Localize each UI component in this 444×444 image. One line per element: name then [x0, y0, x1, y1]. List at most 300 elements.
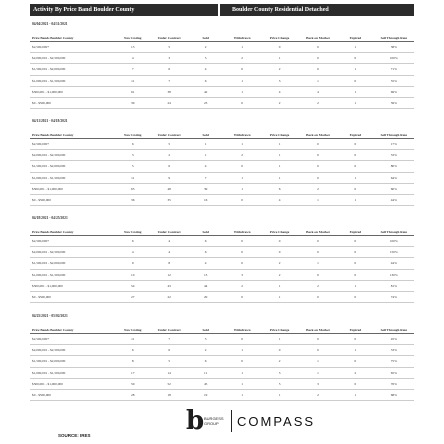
activity-table: [30, 125, 414, 206]
stat-cell: 6: [114, 236, 150, 247]
stat-cell: 1: [224, 139, 260, 150]
stat-cell: 27: [114, 291, 150, 302]
stat-cell: 2: [260, 258, 298, 269]
stat-cell: 54: [114, 280, 150, 291]
stat-cell: 1: [337, 194, 373, 205]
stat-cell: 2: [260, 97, 298, 108]
stat-cell: 0: [299, 236, 337, 247]
stat-cell: 0: [299, 42, 337, 53]
stat-cell: 2: [224, 150, 260, 161]
stat-cell: 0: [299, 345, 337, 356]
table-header-row: [30, 125, 414, 139]
column-header: New Listing: [114, 28, 150, 42]
stat-cell: 6: [260, 183, 298, 194]
stat-cell: 1: [224, 183, 260, 194]
stat-cell: 2: [260, 269, 298, 280]
stat-cell: 2: [260, 64, 298, 75]
table-row: [30, 247, 414, 258]
stat-cell: 2: [187, 42, 223, 53]
price-band-cell: $0 - $500,000: [30, 291, 114, 302]
column-header: Back on Market: [299, 222, 337, 236]
stat-cell: 0: [224, 161, 260, 172]
stat-cell: 74%: [374, 291, 414, 302]
stat-cell: 3: [224, 269, 260, 280]
column-header: Expired: [337, 320, 373, 334]
price-band-cell: $500,001 - $1,000,000: [30, 378, 114, 389]
stat-cell: 19: [187, 389, 223, 400]
date-range-label: 04/11/2021 - 04/18/2021: [32, 119, 68, 123]
stat-cell: 6: [187, 247, 223, 258]
table-row: [30, 345, 414, 356]
stat-cell: 4: [151, 247, 187, 258]
price-band-cell: $2,000,001 - $2,500,000: [30, 345, 114, 356]
column-header: Sold: [187, 28, 223, 42]
table-row: [30, 150, 414, 161]
stat-cell: 1: [299, 194, 337, 205]
column-header: Sold: [187, 320, 223, 334]
stat-cell: 9: [114, 258, 150, 269]
price-band-cell: $1,500,001 - $2,000,000: [30, 161, 114, 172]
price-band-cell: $1,000,001 - $1,500,000: [30, 75, 114, 86]
table-row: [30, 378, 414, 389]
stat-cell: 0: [299, 291, 337, 302]
stat-cell: 17%: [374, 139, 414, 150]
price-band-cell: $0 - $500,000: [30, 389, 114, 400]
stat-cell: 28: [114, 389, 150, 400]
table-row: [30, 53, 414, 64]
stat-cell: 1: [260, 53, 298, 64]
stat-cell: 0: [224, 291, 260, 302]
stat-cell: 59%: [374, 97, 414, 108]
column-header: Sell Through Rate: [374, 320, 414, 334]
column-header: Under Contract: [151, 320, 187, 334]
stat-cell: 22: [151, 291, 187, 302]
stat-cell: 0: [337, 161, 373, 172]
column-header: Withdrawn: [224, 320, 260, 334]
stat-cell: 0: [299, 172, 337, 183]
stat-cell: 2: [260, 356, 298, 367]
column-header: Sell Through Rate: [374, 28, 414, 42]
activity-table: [30, 28, 414, 109]
table-row: [30, 97, 414, 108]
price-band-cell: $0 - $500,000: [30, 194, 114, 205]
stat-cell: 2: [224, 53, 260, 64]
column-header: Back on Market: [299, 28, 337, 42]
stat-cell: 2: [151, 150, 187, 161]
date-range-label: 04/25/2021 - 05/02/2021: [32, 314, 68, 318]
stat-cell: 0: [337, 269, 373, 280]
price-band-cell: $2,500,000+: [30, 236, 114, 247]
stat-cell: 45%: [374, 334, 414, 345]
column-header: Under Contract: [151, 125, 187, 139]
stat-cell: 45: [187, 378, 223, 389]
price-band-cell: $500,001 - $1,000,000: [30, 183, 114, 194]
stat-cell: 7: [151, 75, 187, 86]
stat-cell: 0: [260, 236, 298, 247]
stat-cell: 35: [151, 194, 187, 205]
stat-cell: 4: [187, 161, 223, 172]
stat-cell: 64%: [374, 172, 414, 183]
column-header: Under Contract: [151, 28, 187, 42]
stat-cell: 1: [187, 150, 223, 161]
stat-cell: 0: [299, 247, 337, 258]
stat-cell: 7: [151, 334, 187, 345]
stat-cell: 11: [187, 367, 223, 378]
column-header: Back on Market: [299, 320, 337, 334]
stat-cell: 24: [151, 97, 187, 108]
stat-cell: 5: [260, 378, 298, 389]
column-header: Sell Through Rate: [374, 125, 414, 139]
stat-cell: 39: [187, 183, 223, 194]
price-band-cell: $1,000,001 - $1,500,000: [30, 172, 114, 183]
stat-cell: 1: [224, 345, 260, 356]
burgess-b-mark: b: [186, 406, 205, 436]
stat-cell: 8: [151, 258, 187, 269]
column-header: Price Bands Boulder County: [30, 28, 114, 42]
stat-cell: 38%: [374, 42, 414, 53]
stat-cell: 0: [299, 269, 337, 280]
stat-cell: 33%: [374, 345, 414, 356]
stat-cell: 0: [224, 356, 260, 367]
stat-cell: 0: [224, 236, 260, 247]
stat-cell: 3: [260, 75, 298, 86]
stat-cell: 6: [151, 161, 187, 172]
column-header: Back on Market: [299, 125, 337, 139]
stat-cell: 0: [299, 334, 337, 345]
stat-cell: 0: [337, 356, 373, 367]
stat-cell: 33%: [374, 150, 414, 161]
stat-cell: 1: [260, 280, 298, 291]
stat-cell: 1: [299, 75, 337, 86]
price-band-cell: $500,001 - $1,000,000: [30, 86, 114, 97]
table-row: [30, 269, 414, 280]
stat-cell: 5: [187, 334, 223, 345]
stat-cell: 0: [299, 150, 337, 161]
header-right-title: Boulder County Residential Detached: [232, 7, 329, 13]
stat-cell: 44%: [374, 258, 414, 269]
stat-cell: 1: [337, 97, 373, 108]
stat-cell: 69%: [374, 86, 414, 97]
brand-logo: [186, 406, 316, 436]
table-row: [30, 291, 414, 302]
stat-cell: 18: [151, 389, 187, 400]
price-band-cell: $2,000,001 - $2,500,000: [30, 53, 114, 64]
stat-cell: 7: [187, 172, 223, 183]
stat-cell: 0: [224, 194, 260, 205]
stat-cell: 76%: [374, 378, 414, 389]
stat-cell: 6: [151, 345, 187, 356]
column-header: Withdrawn: [224, 28, 260, 42]
stat-cell: 4: [299, 86, 337, 97]
stat-cell: 0: [224, 97, 260, 108]
stat-cell: 2: [187, 345, 223, 356]
column-header: Price Bands Boulder County: [30, 320, 114, 334]
stat-cell: 1: [337, 86, 373, 97]
stat-cell: 1: [299, 356, 337, 367]
price-band-cell: $500,001 - $1,000,000: [30, 280, 114, 291]
column-header: Withdrawn: [224, 222, 260, 236]
stat-cell: 100%: [374, 53, 414, 64]
stat-cell: 0: [260, 42, 298, 53]
table-row: [30, 161, 414, 172]
stat-cell: 4: [187, 64, 223, 75]
price-band-cell: $1,500,001 - $2,000,000: [30, 356, 114, 367]
stat-cell: 10: [114, 269, 150, 280]
stat-cell: 1: [224, 75, 260, 86]
stat-cell: 1: [224, 389, 260, 400]
price-band-cell: $2,500,000+: [30, 42, 114, 53]
stat-cell: 75%: [374, 356, 414, 367]
price-band-cell: $1,500,001 - $2,000,000: [30, 258, 114, 269]
price-band-cell: $1,000,001 - $1,500,000: [30, 367, 114, 378]
stat-cell: 38: [151, 86, 187, 97]
stat-cell: 71%: [374, 64, 414, 75]
table-row: [30, 183, 414, 194]
stat-cell: 13: [114, 42, 150, 53]
activity-table: [30, 222, 414, 303]
source-note: SOURCE: IRES: [58, 433, 91, 438]
table-row: [30, 42, 414, 53]
column-header: Expired: [337, 28, 373, 42]
column-header: Expired: [337, 125, 373, 139]
stat-cell: 6: [187, 356, 223, 367]
stat-cell: 1: [299, 258, 337, 269]
stat-cell: 0: [337, 291, 373, 302]
price-band-cell: $2,000,001 - $2,500,000: [30, 247, 114, 258]
stat-cell: 1: [260, 334, 298, 345]
stat-cell: 0: [337, 378, 373, 389]
stat-cell: 59: [114, 378, 150, 389]
stat-cell: 55%: [374, 75, 414, 86]
price-band-cell: $2,000,001 - $2,500,000: [30, 150, 114, 161]
stat-cell: 0: [337, 150, 373, 161]
stat-cell: 0: [299, 53, 337, 64]
stat-cell: 6: [187, 75, 223, 86]
stat-cell: 5: [151, 42, 187, 53]
price-band-cell: $2,500,000+: [30, 139, 114, 150]
compass-wordmark: COMPASS: [237, 413, 316, 429]
stat-cell: 42: [187, 86, 223, 97]
price-band-block: [30, 214, 414, 303]
table-row: [30, 194, 414, 205]
column-header: New Listing: [114, 320, 150, 334]
column-header: Withdrawn: [224, 125, 260, 139]
table-row: [30, 280, 414, 291]
stat-cell: 48: [151, 183, 187, 194]
stat-cell: 5: [151, 139, 187, 150]
stat-cell: 11: [114, 334, 150, 345]
table-row: [30, 367, 414, 378]
stat-cell: 0: [337, 236, 373, 247]
stat-cell: 61: [114, 86, 150, 97]
stat-cell: 14: [151, 367, 187, 378]
stat-cell: 65: [114, 183, 150, 194]
stat-cell: 0: [337, 258, 373, 269]
stat-cell: 0: [299, 64, 337, 75]
stat-cell: 9: [151, 172, 187, 183]
table-header-row: [30, 320, 414, 334]
table-row: [30, 356, 414, 367]
column-header: Price Change: [260, 125, 298, 139]
column-header: Sold: [187, 222, 223, 236]
stat-cell: 0: [337, 247, 373, 258]
stat-cell: 1: [187, 139, 223, 150]
stat-cell: 3: [260, 367, 298, 378]
stat-cell: 0: [337, 53, 373, 64]
table-header-row: [30, 28, 414, 42]
stat-cell: 1: [224, 367, 260, 378]
stat-cell: 0: [299, 161, 337, 172]
stat-cell: 36: [114, 194, 150, 205]
stat-cell: 7: [114, 64, 150, 75]
price-band-block: [30, 312, 414, 401]
stat-cell: 4: [260, 194, 298, 205]
stat-cell: 0: [337, 75, 373, 86]
table-row: [30, 389, 414, 400]
column-header: Expired: [337, 222, 373, 236]
stat-cell: 5: [187, 53, 223, 64]
stat-cell: 60%: [374, 183, 414, 194]
stat-cell: 23: [187, 97, 223, 108]
stat-cell: 5: [114, 161, 150, 172]
report-header: [30, 4, 414, 16]
stat-cell: 3: [299, 378, 337, 389]
stat-cell: 150%: [374, 247, 414, 258]
table-row: [30, 236, 414, 247]
stat-cell: 0: [224, 64, 260, 75]
stat-cell: 0: [337, 183, 373, 194]
stat-cell: 17: [114, 367, 150, 378]
stat-cell: 13: [187, 269, 223, 280]
stat-cell: 0: [260, 345, 298, 356]
stat-cell: 1: [337, 172, 373, 183]
table-row: [30, 86, 414, 97]
stat-cell: 81%: [374, 280, 414, 291]
stat-cell: 1: [337, 64, 373, 75]
stat-cell: 2: [337, 367, 373, 378]
stat-cell: 1: [299, 367, 337, 378]
column-header: New Listing: [114, 125, 150, 139]
stat-cell: 0: [224, 334, 260, 345]
stat-cell: 43: [151, 280, 187, 291]
stat-cell: 4: [260, 86, 298, 97]
stat-cell: 1: [337, 280, 373, 291]
stat-cell: 2: [299, 183, 337, 194]
stat-cell: 4: [151, 236, 187, 247]
stat-cell: 100%: [374, 236, 414, 247]
stat-cell: 2: [224, 280, 260, 291]
header-left-title: Activity By Price Band Boulder County: [33, 7, 135, 13]
stat-cell: 4: [187, 258, 223, 269]
stat-cell: 44%: [374, 194, 414, 205]
stat-cell: 39: [114, 97, 150, 108]
logo-divider: [231, 410, 232, 432]
stat-cell: 2: [299, 389, 337, 400]
stat-cell: 11: [114, 172, 150, 183]
date-range-label: 04/04/2021 - 04/11/2021: [32, 22, 68, 26]
stat-cell: 5: [151, 356, 187, 367]
column-header: Sold: [187, 125, 223, 139]
firm-line-1: BURGESS: [204, 416, 224, 421]
stat-cell: 52: [151, 378, 187, 389]
price-band-cell: $2,500,000+: [30, 334, 114, 345]
stat-cell: 3: [151, 53, 187, 64]
stat-cell: 1: [224, 172, 260, 183]
stat-cell: 0: [337, 334, 373, 345]
stat-cell: 6: [114, 345, 150, 356]
column-header: Price Bands Boulder County: [30, 222, 114, 236]
stat-cell: 80%: [374, 161, 414, 172]
stat-cell: 2: [299, 280, 337, 291]
column-header: Under Contract: [151, 222, 187, 236]
table-row: [30, 139, 414, 150]
stat-cell: 1: [260, 172, 298, 183]
table-row: [30, 334, 414, 345]
stat-cell: 1: [260, 389, 298, 400]
stat-cell: 3: [114, 150, 150, 161]
column-header: Sell Through Rate: [374, 222, 414, 236]
stat-cell: 130%: [374, 269, 414, 280]
price-band-cell: $0 - $500,000: [30, 97, 114, 108]
column-header: Price Bands Boulder County: [30, 125, 114, 139]
stat-cell: 1: [224, 378, 260, 389]
stat-cell: 0: [224, 258, 260, 269]
stat-cell: 16: [187, 194, 223, 205]
column-header: New Listing: [114, 222, 150, 236]
stat-cell: 4: [114, 247, 150, 258]
stat-cell: 11: [114, 75, 150, 86]
stat-cell: 2: [299, 97, 337, 108]
price-band-block: [30, 117, 414, 206]
stat-cell: 0: [337, 139, 373, 150]
activity-table: [30, 320, 414, 401]
price-band-cell: $1,500,001 - $2,000,000: [30, 64, 114, 75]
stat-cell: 4: [114, 53, 150, 64]
table-row: [30, 75, 414, 86]
table-row: [30, 64, 414, 75]
stat-cell: 1: [260, 291, 298, 302]
column-header: Price Change: [260, 320, 298, 334]
stat-cell: 1: [337, 345, 373, 356]
stat-cell: 1: [260, 150, 298, 161]
table-row: [30, 258, 414, 269]
price-band-block: [30, 20, 414, 109]
burgess-group-wordmark: [204, 416, 226, 426]
table-row: [30, 172, 414, 183]
table-header-row: [30, 222, 414, 236]
stat-cell: 1: [337, 389, 373, 400]
stat-cell: 6: [151, 64, 187, 75]
stat-cell: 20: [187, 291, 223, 302]
stat-cell: 6: [114, 139, 150, 150]
stat-cell: 0: [260, 247, 298, 258]
price-band-cell: $1,000,001 - $1,500,000: [30, 269, 114, 280]
stat-cell: 44: [187, 280, 223, 291]
stat-cell: 0: [299, 139, 337, 150]
stat-cell: 6: [187, 236, 223, 247]
stat-cell: 65%: [374, 367, 414, 378]
date-range-label: 04/18/2021 - 04/25/2021: [32, 216, 68, 220]
stat-cell: 1: [337, 42, 373, 53]
stat-cell: 8: [114, 356, 150, 367]
stat-cell: 68%: [374, 389, 414, 400]
column-header: Price Change: [260, 222, 298, 236]
stat-cell: 12: [151, 269, 187, 280]
stat-cell: 1: [260, 161, 298, 172]
firm-line-2: GROUP: [204, 421, 219, 426]
stat-cell: 0: [224, 247, 260, 258]
stat-cell: 1: [224, 86, 260, 97]
